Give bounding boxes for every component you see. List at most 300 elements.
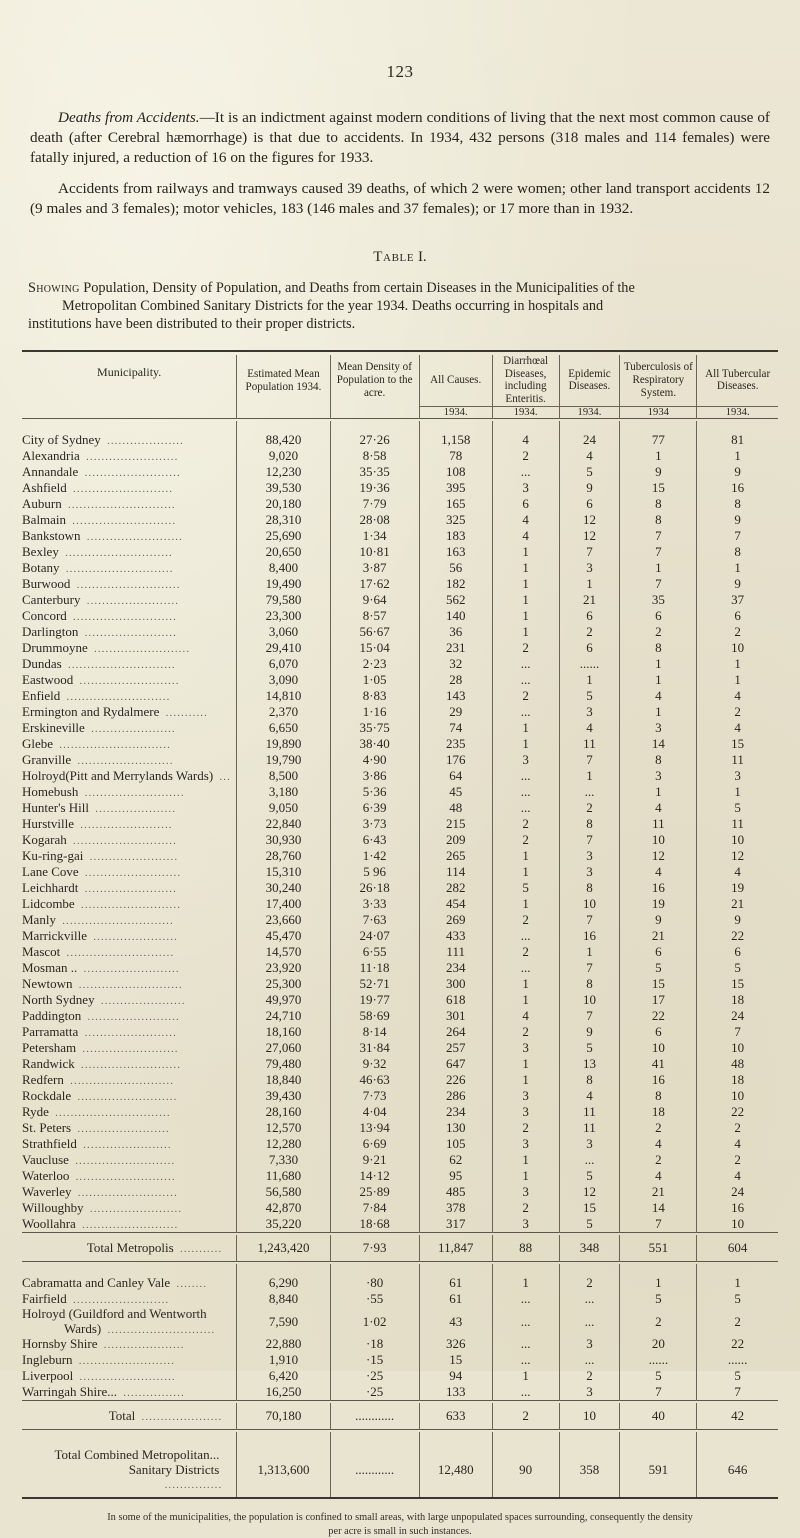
- row-all-tubercular: 7: [697, 528, 778, 544]
- row-density: 28·08: [330, 512, 419, 528]
- row-density: 19·36: [330, 480, 419, 496]
- table-row: [22, 1291, 778, 1307]
- table-row: [22, 576, 778, 592]
- row-epidemic: 3: [559, 864, 620, 880]
- row-density: 5·36: [330, 784, 419, 800]
- row-diarrhoeal: 3: [492, 480, 559, 496]
- row-all-tubercular: 9: [697, 512, 778, 528]
- row-tuberculosis-respiratory: 1: [620, 704, 697, 720]
- row-tuberculosis-respiratory: 4: [620, 864, 697, 880]
- row-tuberculosis-respiratory: 12: [620, 848, 697, 864]
- row-population: 6,650: [237, 720, 330, 736]
- showing-word: Showing: [28, 279, 80, 296]
- row-density: 13·94: [330, 1120, 419, 1136]
- row-diarrhoeal: 1: [492, 1275, 559, 1291]
- row-all-tubercular: 22: [697, 1336, 778, 1352]
- row-municipality-name: Glebe .............................: [22, 736, 171, 752]
- row-epidemic: 11: [559, 1104, 620, 1120]
- header-all-tubercular: All Tubercular Diseases.: [697, 355, 778, 407]
- row-population: 49,970: [237, 992, 330, 1008]
- total-combined-row: [22, 1443, 778, 1498]
- total-second-epidemic: 10: [559, 1403, 620, 1430]
- row-population: 18,840: [237, 1072, 330, 1088]
- row-all-tubercular: ......: [697, 1352, 778, 1368]
- row-all-causes: 1,158: [419, 432, 492, 448]
- row-epidemic: 3: [559, 1384, 620, 1401]
- row-density: ·25: [330, 1384, 419, 1401]
- row-municipality-name: Burwood ...........................: [22, 576, 181, 592]
- row-tuberculosis-respiratory: 3: [620, 768, 697, 784]
- row-all-tubercular: 4: [697, 688, 778, 704]
- row-municipality-name: Leichhardt ........................: [22, 880, 177, 896]
- table-row: [22, 1384, 778, 1401]
- row-epidemic: 10: [559, 992, 620, 1008]
- row-municipality-name: Redfern ...........................: [22, 1072, 175, 1088]
- table-row: [22, 1152, 778, 1168]
- row-tuberculosis-respiratory: 15: [620, 976, 697, 992]
- row-diarrhoeal: 2: [492, 832, 559, 848]
- row-municipality-name: Dundas ............................: [22, 656, 176, 672]
- row-epidemic: 7: [559, 960, 620, 976]
- row-diarrhoeal: 1: [492, 576, 559, 592]
- table-body-metropolis: [22, 432, 778, 1233]
- row-density: 1·42: [330, 848, 419, 864]
- row-municipality-name: Annandale .........................: [22, 464, 181, 480]
- row-population: 24,710: [237, 1008, 330, 1024]
- row-tuberculosis-respiratory: 41: [620, 1056, 697, 1072]
- row-municipality-name: Bankstown .........................: [22, 528, 183, 544]
- row-density: 11·18: [330, 960, 419, 976]
- table-footnote: [22, 1511, 778, 1538]
- table-row: [22, 448, 778, 464]
- row-all-tubercular: 4: [697, 1168, 778, 1184]
- row-diarrhoeal: 3: [492, 752, 559, 768]
- row-all-tubercular: 1: [697, 784, 778, 800]
- row-population: 3,090: [237, 672, 330, 688]
- row-population: 42,870: [237, 1200, 330, 1216]
- row-all-causes: 45: [419, 784, 492, 800]
- row-all-tubercular: 3: [697, 768, 778, 784]
- row-density: 6·39: [330, 800, 419, 816]
- row-all-causes: 454: [419, 896, 492, 912]
- row-all-tubercular: 2: [697, 1307, 778, 1336]
- row-municipality-name: Bexley ............................: [22, 544, 173, 560]
- row-epidemic: 15: [559, 1200, 620, 1216]
- row-municipality-name: Botany ............................: [22, 560, 174, 576]
- row-municipality-name: Fairfield .........................: [22, 1291, 170, 1307]
- row-population: 9,020: [237, 448, 330, 464]
- year-epidemic: 1934.: [559, 407, 620, 419]
- row-density: 6·69: [330, 1136, 419, 1152]
- row-tuberculosis-respiratory: 6: [620, 608, 697, 624]
- row-tuberculosis-respiratory: 1: [620, 560, 697, 576]
- row-density: 7·79: [330, 496, 419, 512]
- row-all-causes: 176: [419, 752, 492, 768]
- row-all-tubercular: 4: [697, 720, 778, 736]
- row-density: 17·62: [330, 576, 419, 592]
- row-all-tubercular: 37: [697, 592, 778, 608]
- row-epidemic: 7: [559, 544, 620, 560]
- table-caption: [22, 249, 778, 266]
- row-tuberculosis-respiratory: 3: [620, 720, 697, 736]
- row-all-causes: 234: [419, 960, 492, 976]
- row-diarrhoeal: ...: [492, 960, 559, 976]
- table-body-shires: [22, 1275, 778, 1401]
- row-population: 30,930: [237, 832, 330, 848]
- total-metropolis-density: 7·93: [330, 1235, 419, 1262]
- row-epidemic: 8: [559, 880, 620, 896]
- row-epidemic: 1: [559, 768, 620, 784]
- row-all-tubercular: 22: [697, 928, 778, 944]
- row-tuberculosis-respiratory: 16: [620, 880, 697, 896]
- total-combined-all-tubercular: 646: [697, 1443, 778, 1498]
- row-municipality-name: Ashfield ..........................: [22, 480, 174, 496]
- row-municipality-name: City of Sydney ....................: [22, 432, 184, 448]
- table-row: [22, 720, 778, 736]
- row-diarrhoeal: 2: [492, 1024, 559, 1040]
- row-tuberculosis-respiratory: 15: [620, 480, 697, 496]
- row-population: 12,280: [237, 1136, 330, 1152]
- row-all-causes: 234: [419, 1104, 492, 1120]
- row-all-causes: 62: [419, 1152, 492, 1168]
- row-epidemic: 2: [559, 800, 620, 816]
- paragraph-lead-italic: Deaths from Accidents.: [58, 109, 200, 126]
- row-population: 88,420: [237, 432, 330, 448]
- row-all-tubercular: 9: [697, 912, 778, 928]
- row-all-causes: 108: [419, 464, 492, 480]
- row-tuberculosis-respiratory: 9: [620, 912, 697, 928]
- row-all-causes: 300: [419, 976, 492, 992]
- row-diarrhoeal: 1: [492, 896, 559, 912]
- row-density: ·55: [330, 1291, 419, 1307]
- total-combined-density: ............: [330, 1443, 419, 1498]
- row-all-tubercular: 2: [697, 1120, 778, 1136]
- table-row: [22, 1168, 778, 1184]
- total-metropolis-all-causes: 11,847: [419, 1235, 492, 1262]
- table-row: [22, 1008, 778, 1024]
- row-density: 46·63: [330, 1072, 419, 1088]
- row-all-tubercular: 9: [697, 576, 778, 592]
- row-diarrhoeal: ...: [492, 784, 559, 800]
- table-row: [22, 992, 778, 1008]
- table-row: [22, 656, 778, 672]
- row-tuberculosis-respiratory: 11: [620, 816, 697, 832]
- table-row: [22, 528, 778, 544]
- row-density: 52·71: [330, 976, 419, 992]
- combined-gap: [22, 1432, 778, 1443]
- table-row: [22, 1072, 778, 1088]
- row-all-causes: 264: [419, 1024, 492, 1040]
- row-municipality-name: Waterloo ..........................: [22, 1168, 176, 1184]
- row-density: 5 96: [330, 864, 419, 880]
- row-density: 3·33: [330, 896, 419, 912]
- row-all-tubercular: 18: [697, 992, 778, 1008]
- row-epidemic: 3: [559, 704, 620, 720]
- row-municipality-name: Holroyd (Guildford and Wentworth Wards) ............................: [22, 1307, 216, 1336]
- row-all-tubercular: 11: [697, 816, 778, 832]
- row-epidemic: 1: [559, 576, 620, 592]
- row-all-tubercular: 18: [697, 1072, 778, 1088]
- table-description: [22, 279, 778, 334]
- row-municipality-name: Manly .............................: [22, 912, 174, 928]
- row-all-causes: 163: [419, 544, 492, 560]
- row-density: 6·43: [330, 832, 419, 848]
- table-year-row: [22, 407, 778, 419]
- row-diarrhoeal: 1: [492, 1152, 559, 1168]
- row-epidemic: ...: [559, 784, 620, 800]
- row-all-tubercular: 8: [697, 544, 778, 560]
- year-all-tubercular: 1934.: [697, 407, 778, 419]
- row-all-causes: 36: [419, 624, 492, 640]
- row-all-tubercular: 4: [697, 1136, 778, 1152]
- row-population: 8,840: [237, 1291, 330, 1307]
- row-municipality-name: St. Peters ........................: [22, 1120, 170, 1136]
- row-all-tubercular: 10: [697, 640, 778, 656]
- row-all-causes: 105: [419, 1136, 492, 1152]
- row-all-tubercular: 2: [697, 1152, 778, 1168]
- total-combined-all-causes: 12,480: [419, 1443, 492, 1498]
- row-population: 6,420: [237, 1368, 330, 1384]
- row-municipality-name: Willoughby ........................: [22, 1200, 183, 1216]
- row-all-causes: 269: [419, 912, 492, 928]
- table-row: [22, 928, 778, 944]
- row-diarrhoeal: 1: [492, 560, 559, 576]
- header-municipality: Municipality.: [97, 364, 162, 379]
- row-density: ·80: [330, 1275, 419, 1291]
- total-metropolis-all-tubercular: 604: [697, 1235, 778, 1262]
- row-tuberculosis-respiratory: 1: [620, 448, 697, 464]
- row-municipality-name: Enfield ...........................: [22, 688, 171, 704]
- row-epidemic: 5: [559, 1168, 620, 1184]
- row-municipality-name: Drummoyne .........................: [22, 640, 191, 656]
- table-row: [22, 480, 778, 496]
- row-epidemic: 4: [559, 448, 620, 464]
- row-density: 18·68: [330, 1216, 419, 1233]
- row-all-tubercular: 2: [697, 624, 778, 640]
- row-diarrhoeal: 1: [492, 848, 559, 864]
- total-second-row: [22, 1403, 778, 1430]
- table-row: [22, 592, 778, 608]
- row-all-causes: 15: [419, 1352, 492, 1368]
- row-tuberculosis-respiratory: 4: [620, 800, 697, 816]
- table-row: [22, 512, 778, 528]
- row-tuberculosis-respiratory: 19: [620, 896, 697, 912]
- row-population: 39,430: [237, 1088, 330, 1104]
- row-diarrhoeal: 3: [492, 1088, 559, 1104]
- row-all-causes: 433: [419, 928, 492, 944]
- row-epidemic: 4: [559, 720, 620, 736]
- row-tuberculosis-respiratory: 8: [620, 496, 697, 512]
- row-tuberculosis-respiratory: 5: [620, 1368, 697, 1384]
- table-row: [22, 560, 778, 576]
- row-tuberculosis-respiratory: 7: [620, 544, 697, 560]
- row-density: 9·64: [330, 592, 419, 608]
- table-row: [22, 784, 778, 800]
- row-tuberculosis-respiratory: 6: [620, 944, 697, 960]
- row-population: 25,300: [237, 976, 330, 992]
- row-all-causes: 48: [419, 800, 492, 816]
- table-row: [22, 1336, 778, 1352]
- row-municipality-name: Erskineville ......................: [22, 720, 176, 736]
- table-row: [22, 768, 778, 784]
- table-row: [22, 800, 778, 816]
- row-municipality-name: Darlington ........................: [22, 624, 177, 640]
- row-population: 28,760: [237, 848, 330, 864]
- row-population: 19,890: [237, 736, 330, 752]
- header-epidemic: Epidemic Diseases.: [559, 355, 620, 407]
- row-municipality-name: Ryde ..............................: [22, 1104, 171, 1120]
- total-combined-label: Total Combined Metropolitan... Sanitary Districts ...............: [54, 1447, 223, 1492]
- table-row: [22, 1200, 778, 1216]
- row-all-causes: 182: [419, 576, 492, 592]
- row-all-tubercular: 5: [697, 1368, 778, 1384]
- row-tuberculosis-respiratory: 14: [620, 1200, 697, 1216]
- row-municipality-name: Hurstville ........................: [22, 816, 173, 832]
- row-all-tubercular: 21: [697, 896, 778, 912]
- row-all-tubercular: 9: [697, 464, 778, 480]
- row-all-causes: 485: [419, 1184, 492, 1200]
- table-row: [22, 1024, 778, 1040]
- row-all-causes: 111: [419, 944, 492, 960]
- table-row: [22, 1056, 778, 1072]
- table-header-row: [22, 355, 778, 407]
- total-second-population: 70,180: [237, 1403, 330, 1430]
- row-all-tubercular: 16: [697, 480, 778, 496]
- row-population: 6,070: [237, 656, 330, 672]
- row-density: 35·35: [330, 464, 419, 480]
- row-epidemic: ......: [559, 656, 620, 672]
- row-population: 39,530: [237, 480, 330, 496]
- row-all-causes: 257: [419, 1040, 492, 1056]
- row-diarrhoeal: 1: [492, 992, 559, 1008]
- row-population: 25,690: [237, 528, 330, 544]
- total-metropolis-population: 1,243,420: [237, 1235, 330, 1262]
- row-population: 8,500: [237, 768, 330, 784]
- total-metropolis-label: Total Metropolis ...........: [86, 1240, 223, 1256]
- row-tuberculosis-respiratory: 8: [620, 512, 697, 528]
- row-municipality-name: Mascot ............................: [22, 944, 175, 960]
- row-epidemic: 1: [559, 672, 620, 688]
- total-combined-epidemic: 358: [559, 1443, 620, 1498]
- year-diarrhoeal: 1934.: [492, 407, 559, 419]
- total-metropolis-row: [22, 1235, 778, 1262]
- row-tuberculosis-respiratory: 20: [620, 1336, 697, 1352]
- row-density: 19·77: [330, 992, 419, 1008]
- row-epidemic: 5: [559, 1040, 620, 1056]
- table-row: [22, 1088, 778, 1104]
- row-density: 31·84: [330, 1040, 419, 1056]
- table-row: [22, 432, 778, 448]
- row-all-tubercular: 6: [697, 608, 778, 624]
- row-all-tubercular: 22: [697, 1104, 778, 1120]
- row-density: 7·73: [330, 1088, 419, 1104]
- paragraph-1-text: —It is an indictment against modern conditions of living that the next most common cause of death (after Cerebral hæmorrhage) is that due to accidents. In 1934, 432 persons (318 males and 114 females) were fatally injured, a reduction of 16 on the figures for 1933.: [30, 109, 770, 166]
- row-all-causes: 32: [419, 656, 492, 672]
- row-epidemic: 2: [559, 1368, 620, 1384]
- row-density: 3·87: [330, 560, 419, 576]
- row-tuberculosis-respiratory: 7: [620, 1384, 697, 1401]
- row-population: 18,160: [237, 1024, 330, 1040]
- row-all-causes: 143: [419, 688, 492, 704]
- row-epidemic: 7: [559, 1008, 620, 1024]
- total-metropolis-epidemic: 348: [559, 1235, 620, 1262]
- table-row: [22, 1040, 778, 1056]
- row-all-causes: 43: [419, 1307, 492, 1336]
- row-density: 8·58: [330, 448, 419, 464]
- row-diarrhoeal: ...: [492, 704, 559, 720]
- row-population: 22,840: [237, 816, 330, 832]
- row-tuberculosis-respiratory: 1: [620, 656, 697, 672]
- row-all-tubercular: 1: [697, 448, 778, 464]
- row-population: 20,180: [237, 496, 330, 512]
- row-diarrhoeal: ...: [492, 1291, 559, 1307]
- row-all-causes: 231: [419, 640, 492, 656]
- row-density: 38·40: [330, 736, 419, 752]
- table-row: [22, 1307, 778, 1336]
- table-row: [22, 1120, 778, 1136]
- row-epidemic: 9: [559, 1024, 620, 1040]
- row-municipality-name: Ku-ring-gai .......................: [22, 848, 179, 864]
- table-row: [22, 1184, 778, 1200]
- showing-line-3: institutions have been distributed to their proper districts.: [28, 316, 356, 333]
- total-metropolis-tuberculosis: 551: [620, 1235, 697, 1262]
- row-tuberculosis-respiratory: 1: [620, 672, 697, 688]
- page-number: 123: [386, 62, 414, 81]
- row-tuberculosis-respiratory: 4: [620, 1168, 697, 1184]
- row-diarrhoeal: ...: [492, 928, 559, 944]
- row-density: 1·16: [330, 704, 419, 720]
- row-epidemic: ...: [559, 1352, 620, 1368]
- row-population: 1,910: [237, 1352, 330, 1368]
- row-all-tubercular: 1: [697, 1275, 778, 1291]
- row-population: 28,160: [237, 1104, 330, 1120]
- row-all-tubercular: 48: [697, 1056, 778, 1072]
- row-population: 16,250: [237, 1384, 330, 1401]
- row-tuberculosis-respiratory: 5: [620, 960, 697, 976]
- row-municipality-name: Holroyd(Pitt and Merrylands Wards) ...: [22, 768, 231, 784]
- table-row: [22, 1136, 778, 1152]
- row-diarrhoeal: 2: [492, 688, 559, 704]
- header-all-causes: All Causes.: [419, 355, 492, 407]
- row-tuberculosis-respiratory: 18: [620, 1104, 697, 1120]
- row-all-causes: 325: [419, 512, 492, 528]
- row-epidemic: 9: [559, 480, 620, 496]
- header-density: Mean Density of Population to the acre.: [330, 355, 419, 407]
- row-municipality-name: Paddington ........................: [22, 1008, 180, 1024]
- row-population: 9,050: [237, 800, 330, 816]
- row-density: ·15: [330, 1352, 419, 1368]
- table-row: [22, 752, 778, 768]
- row-all-causes: 618: [419, 992, 492, 1008]
- row-population: 14,570: [237, 944, 330, 960]
- row-diarrhoeal: 3: [492, 1136, 559, 1152]
- row-diarrhoeal: 2: [492, 1200, 559, 1216]
- row-tuberculosis-respiratory: 2: [620, 1120, 697, 1136]
- table-row: [22, 1352, 778, 1368]
- row-epidemic: 5: [559, 464, 620, 480]
- row-population: 29,410: [237, 640, 330, 656]
- row-tuberculosis-respiratory: 14: [620, 736, 697, 752]
- row-diarrhoeal: 2: [492, 912, 559, 928]
- header-gap: [22, 421, 778, 432]
- row-tuberculosis-respiratory: 8: [620, 1088, 697, 1104]
- row-tuberculosis-respiratory: 16: [620, 1072, 697, 1088]
- row-diarrhoeal: 4: [492, 432, 559, 448]
- header-population: Estimated Mean Population 1934.: [237, 355, 330, 407]
- row-tuberculosis-respiratory: 5: [620, 1291, 697, 1307]
- row-all-tubercular: 5: [697, 960, 778, 976]
- row-all-causes: 28: [419, 672, 492, 688]
